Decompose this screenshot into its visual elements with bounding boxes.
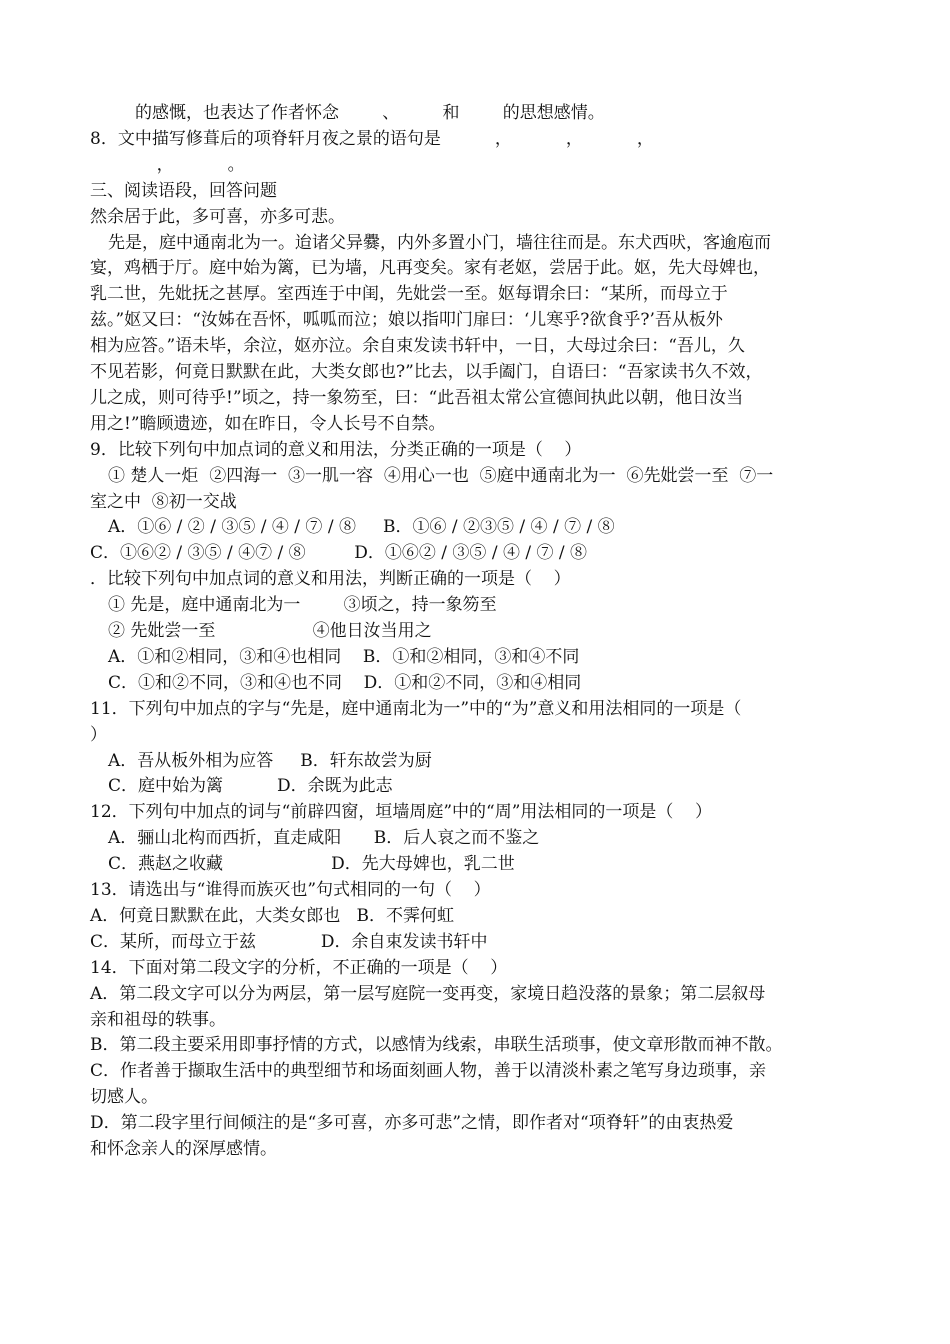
text-line: C．①⑥② / ③⑤ / ④⑦ / ⑧ D．①⑥② / ③⑤ / ④ / ⑦ / ⑧ bbox=[90, 543, 588, 564]
text-line: C．某所，而母立于兹 D．余自束发读书轩中 bbox=[90, 931, 488, 952]
text-line: ） bbox=[90, 724, 107, 745]
text-line: ， 。 bbox=[135, 154, 245, 175]
text-line: 13．请选出与“谁得而族灭也”句式相同的一句（ ） bbox=[90, 880, 491, 900]
text-line: D．第二段字里行间倾注的是“多可喜，亦多可悲”之情，即作者对“项脊轩”的由衷热爱 bbox=[90, 1113, 734, 1134]
text-line: 用之!”瞻顾遗迹，如在昨日，令人长号不自禁。 bbox=[90, 413, 446, 434]
text-line: ．比较下列句中加点词的意义和用法，判断正确的一项是（ ） bbox=[90, 569, 571, 590]
text-line: 9．比较下列句中加点词的意义和用法，分类正确的一项是（ ） bbox=[90, 439, 582, 460]
text-line: C．①和②不同，③和④也不同 D．①和②不同，③和④相同 bbox=[108, 672, 582, 693]
text-line: 相为应答。”语未毕，余泣，妪亦泣。余自束发读书轩中，一日，大母过余曰：“吾儿，久 bbox=[90, 336, 745, 357]
text-line: 11．下列句中加点的字与“先是，庭中通南北为一”中的“为”意义和用法相同的一项是（ bbox=[90, 698, 742, 719]
text-line: A．①⑥ / ② / ③⑤ / ④ / ⑦ / ⑧ B．①⑥ / ②③⑤ / ④ / ⑦ / ⑧ bbox=[108, 517, 615, 538]
text-line: 乳二世，先妣抚之甚厚。室西连于中闺，先妣尝一至。妪每谓余曰：“某所，而母立于 bbox=[90, 284, 728, 305]
text-line: ① 先是，庭中通南北为一 ③顷之，持一象笏至 bbox=[108, 595, 497, 616]
text-line: B．第二段主要采用即事抒情的方式，以感情为线索，串联生活琐事，使文章形散而神不散。 bbox=[90, 1035, 783, 1056]
text-line: 和怀念亲人的深厚感情。 bbox=[90, 1139, 277, 1159]
text-line: 兹。”妪又曰：“汝姊在吾怀，呱呱而泣；娘以指叩门扉曰：‘儿寒乎?欲食乎?’吾从板外 bbox=[90, 310, 723, 331]
text-line: 宴，鸡栖于厅。庭中始为篱，已为墙，凡再变矣。家有老妪，尝居于此。妪，先大母婢也， bbox=[90, 258, 770, 279]
text-line: 14．下面对第二段文字的分析，不正确的一项是（ ） bbox=[90, 957, 508, 978]
text-line: 然余居于此，多可喜，亦多可悲。 bbox=[90, 206, 345, 227]
text-line: A．骊山北构而西折，直走咸阳 B．后人哀之而不鉴之 bbox=[108, 828, 540, 849]
text-line: 12．下列句中加点的词与“前辟四窗，垣墙周庭”中的“周”用法相同的一项是（ ） bbox=[90, 802, 713, 823]
text-line: 儿之成，则可待乎!”顷之，持一象笏至，曰：“此吾祖太常公宣德间执此以朝，他日汝当 bbox=[90, 387, 744, 408]
text-line: 不见若影，何竟日默默在此，大类女郎也?”比去，以手阖门，自语曰：“吾家读书久不效， bbox=[90, 362, 763, 382]
text-line: A．何竟日默默在此，大类女郎也 B．不霁何虹 bbox=[90, 905, 454, 926]
text-line: A．第二段文字可以分为两层，第一层写庭院一变再变，家境日趋没落的景象；第二层叙母 bbox=[90, 983, 766, 1004]
text-line: A．吾从板外相为应答 B．轩东故尝为厨 bbox=[108, 750, 432, 771]
text-line: C．庭中始为篱 D．余既为此志 bbox=[108, 776, 393, 797]
text-line: 亲和祖母的轶事。 bbox=[90, 1009, 226, 1030]
text-line: 切感人。 bbox=[90, 1087, 158, 1108]
text-line: C．作者善于撷取生活中的典型细节和场面刻画人物，善于以清淡朴素之笔写身边琐事，亲 bbox=[90, 1061, 767, 1082]
text-line: ① 楚人一炬 ②四海一 ③一肌一容 ④用心一也 ⑤庭中通南北为一 ⑥先妣尝一至 ⑦一 bbox=[108, 465, 774, 486]
text-line: ② 先妣尝一至 ④他日汝当用之 bbox=[108, 621, 432, 641]
text-line: 先是，庭中通南北为一。迨诸父异爨，内外多置小门，墙往往而是。东犬西吠，客逾庖而 bbox=[108, 232, 771, 253]
text-line: 室之中 ⑧初一交战 bbox=[90, 491, 237, 512]
text-line: C．燕赵之收藏 D．先大母婢也，乳二世 bbox=[108, 854, 515, 875]
text-line: A．①和②相同，③和④也相同 B．①和②相同，③和④不同 bbox=[108, 646, 580, 667]
text-line: 8．文中描写修葺后的项脊轩月夜之景的语句是 ， ， ， bbox=[90, 128, 654, 149]
text-line: 的感慨，也表达了作者怀念 、 和 的思想感情。 bbox=[135, 103, 605, 123]
text-line: 三、阅读语段，回答问题 bbox=[90, 180, 277, 201]
